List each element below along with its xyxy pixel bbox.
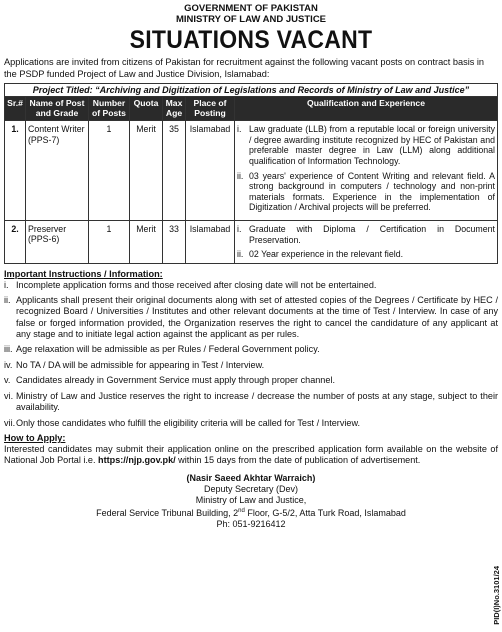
page-title: SITUATIONS VACANT [129,26,373,54]
qualification-list [237,224,495,260]
row-qualification [235,220,498,263]
row-sr: 1. [5,121,26,221]
table-header-row [5,97,498,121]
list-item: ii. 02 Year experience in the relevant field. [237,249,404,260]
row-place: Islamabad [186,220,235,263]
row-place: Islamabad [186,121,235,221]
header-quota: Quota [130,97,163,121]
row-post-name: Preserver (PPS-6) [26,220,89,263]
apply-paragraph: Interested candidates may submit their application online on the prescribed application form available on the website of National Job Portal i.e. https://njp.gov.pk/ within 15 days from the date of publication of advertisement. [4,444,498,466]
vacancy-table [4,83,498,264]
qualification-list [237,124,495,213]
header-post-name: Name of Post and Grade [26,97,89,121]
apply-heading: How to Apply: [4,433,66,444]
list-item: i. Incomplete application forms and those received after closing date will not be entertained. [4,279,377,290]
list-item: i. Graduate with Diploma / Certification in Document Preservation. [237,223,495,245]
row-number: 1 [89,220,130,263]
row-age: 33 [163,220,186,263]
list-item: vi. Ministry of Law and Justice reserves the right to increase / decrease the number of posts at any stage, subject to their availability. [4,390,498,413]
row-sr: 2. [5,220,26,263]
list-item: vii. Only those candidates who fulfill the eligibility criteria will be called for Test / Interview. [4,417,361,428]
signatory-name: (Nasir Saeed Akhtar Warraich) [186,473,316,484]
row-quota: Merit [130,220,163,263]
header-place: Place of Posting [186,97,235,121]
signatory-org: Ministry of Law and Justice, [195,495,307,506]
list-item: ii. Applicants shall present their original documents along with set of attested copies of the Degrees / Certificate by HEC / recognized Board / Universities / Institutes and other relevant documents at the time of Test / Interview. In case of any false or forged information provided, the Organization reserves the right to cancel the candidature of any applicant at any stage and to initiate legal action against the applicant as per rules. [4,295,498,339]
pid-number: PID(I)No.3101/24 [492,566,501,625]
signatory-designation: Deputy Secretary (Dev) [203,484,299,495]
list-item: v. Candidates already in Government Service must apply through proper channel. [4,375,335,386]
list-item: iv. No TA / DA will be admissible for appearing in Test / Interview. [4,359,265,370]
list-item: iii. Age relaxation will be admissible as per Rules / Federal Government policy. [4,344,320,355]
header-number-posts: Number of Posts [89,97,130,121]
ministry-heading: MINISTRY OF LAW AND JUSTICE [175,14,327,25]
project-title: Project Titled: “Archiving and Digitization of Legislations and Records of Ministry of Law and Justice” [5,84,498,97]
instructions-list [4,280,498,429]
table-row [5,220,498,263]
njp-link[interactable]: https://njp.gov.pk/ [98,455,176,466]
project-title-row [5,84,498,97]
instructions-heading: Important Instructions / Information: [4,268,163,279]
table-row [5,121,498,221]
row-quota: Merit [130,121,163,221]
row-post-name: Content Writer (PPS-7) [26,121,89,221]
row-qualification [235,121,498,221]
row-age: 35 [163,121,186,221]
list-item: i. Law graduate (LLB) from a reputable local or foreign university / degree awarding institute recognized by HEC of Pakistan and preferable master degree in Law (LLM) along additional qualification of Information Technology. [237,124,495,166]
row-number: 1 [89,121,130,221]
government-heading: GOVERNMENT OF PAKISTAN [184,3,318,14]
list-item: ii. 03 years' experience of Content Writing and relevant field. A strong background in computers / technology and non-print materials formats. Experience in the implementation of Digitization / Archival projects will be preferred. [237,170,495,213]
header-qualification: Qualification and Experience [235,97,498,121]
header-sr: Sr.# [5,97,26,121]
signatory-address: Federal Service Tribunal Building, 2nd Floor, G-5/2, Atta Turk Road, Islamabad [96,507,406,518]
signatory-phone: Ph: 051-9216412 [216,518,286,529]
header-max-age: Max Age [163,97,186,121]
contact-block [0,473,502,529]
intro-paragraph: Applications are invited from citizens of Pakistan for recruitment against the following vacant posts on contract basis in the PSDP funded Project of Law and Justice Division, Islamabad: [4,57,485,79]
